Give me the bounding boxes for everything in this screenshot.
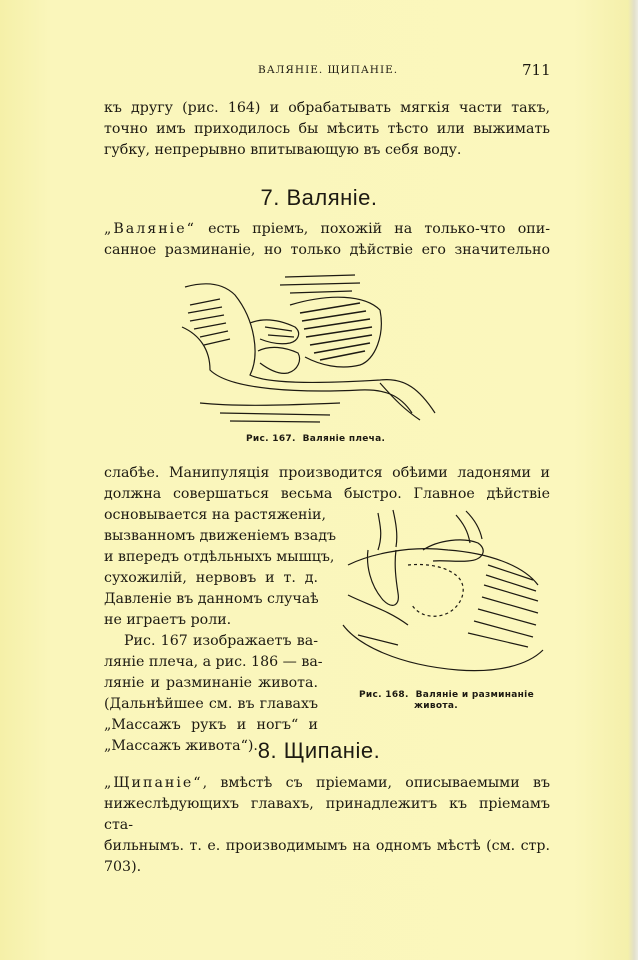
figure-167-caption: Рис. 167. Валяніе плеча. bbox=[246, 434, 386, 444]
text-line: губку, непрерывно впитывающую въ себя воду. bbox=[104, 142, 462, 158]
section-heading-7: 7. Валяніе. bbox=[260, 185, 378, 210]
text-line: вызванномъ движеніемъ взадъ bbox=[104, 528, 337, 544]
section7-intro bbox=[104, 219, 550, 261]
page-number: 711 bbox=[522, 61, 551, 79]
text-line: и впередъ отдѣльныхъ мышцъ, bbox=[104, 549, 335, 565]
text-line: къ другу (рис. 164) и обрабатывать мягкія части такъ, bbox=[104, 100, 550, 116]
wrapped-column-text bbox=[104, 505, 337, 757]
section-heading-8: 8. Щипаніе. bbox=[257, 738, 381, 763]
text-line: санное разминаніе, но только дѣйствіе его значительно bbox=[104, 242, 550, 258]
text-line: „Валяніе“ есть пріемъ, похожій на только-что опи- bbox=[104, 221, 550, 237]
figure-168-caption-line2: живота. bbox=[414, 701, 458, 711]
paragraph-manipulation bbox=[104, 463, 550, 505]
term-shchipanie: „Щипаніе“ bbox=[104, 775, 203, 791]
text-line: „Массажъ живота“). bbox=[104, 738, 258, 754]
text-line: нижеслѣдующихъ главахъ, принадлежитъ къ пріемамъ ста- bbox=[104, 796, 550, 833]
text-line: слабѣе. Манипуляція производится обѣими ладонями и bbox=[104, 465, 550, 481]
text-line: Давленіе въ данномъ случаѣ bbox=[104, 591, 319, 607]
text-line: ляніе плеча, а рис. 186 — ва- bbox=[104, 654, 323, 670]
figure-168-caption: Рис. 168. Валяніе и разминаніе bbox=[359, 690, 534, 700]
text-line: точно имъ приходилось бы мѣсить тѣсто или выжимать bbox=[104, 121, 550, 137]
text-line: Рис. 167 изображаетъ ва- bbox=[124, 633, 318, 649]
figure-168-illustration bbox=[338, 505, 548, 685]
text-line: основывается на растяженіи, bbox=[104, 507, 326, 523]
figure-167-illustration bbox=[180, 265, 450, 430]
paragraph-continuation bbox=[104, 98, 550, 161]
text-line: сухожилій, нервовъ и т. д. bbox=[104, 570, 318, 586]
text-line: бильнымъ. т. е. производимымъ на одномъ мѣстѣ (см. стр. 703). bbox=[104, 838, 550, 875]
text-line: (Дальнѣйшее см. въ главахъ bbox=[104, 696, 318, 712]
text-line: не играетъ роли. bbox=[104, 612, 232, 628]
text-line: „Массажъ рукъ и ногъ“ и bbox=[104, 717, 318, 733]
text-line: должна совершаться весьма быстро. Главное дѣйствіе bbox=[104, 486, 550, 502]
page-edge-shadow bbox=[628, 0, 638, 960]
running-head: ВАЛЯНІЕ. ЩИПАНІЕ. bbox=[258, 64, 399, 76]
term-valyanie: „Валяніе“ bbox=[104, 221, 196, 237]
section8-intro bbox=[104, 773, 550, 878]
text-line: ляніе и разминаніе живота. bbox=[104, 675, 318, 691]
text-line: „Щипаніе“, вмѣстѣ съ пріемами, описываемыми въ bbox=[104, 775, 550, 791]
